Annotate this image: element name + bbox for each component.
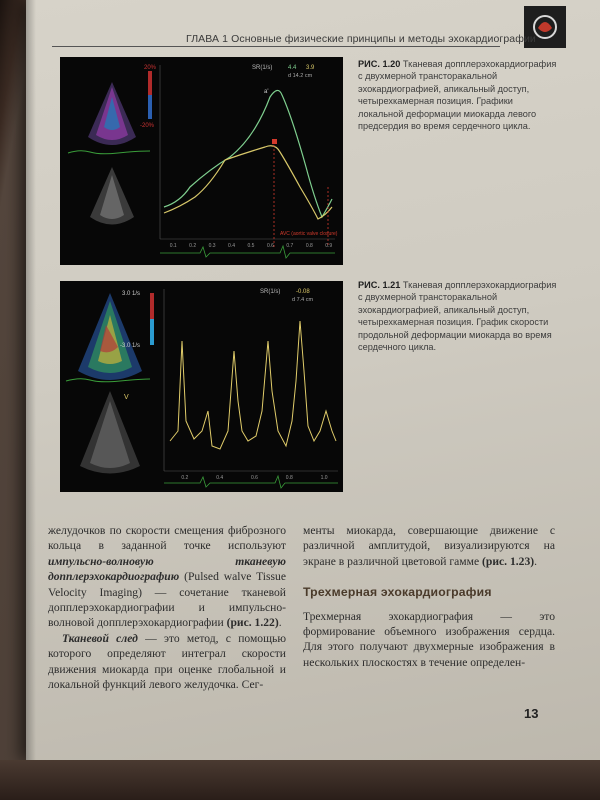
figure-1-21-caption	[358, 279, 558, 353]
text-column-right	[303, 523, 555, 670]
right-p1-text: менты миокарда, совершающие движение с различной амплитудой, визуализируются на экране в различной цветовой гамме	[303, 524, 555, 568]
fig1-val2: 3.9	[306, 65, 315, 71]
tick-label: 0.7	[286, 243, 294, 249]
fig1-val1: 4.4	[288, 65, 297, 71]
left-p1-ref: (рис. 1.22)	[226, 616, 279, 630]
tick-label: 0.2	[189, 243, 197, 249]
fig2-scale-top-label: 3.0 1/s	[122, 291, 141, 297]
section-heading: Трехмерная эхокардиография	[303, 585, 492, 600]
fig1-caption-label: РИС. 1.20	[358, 59, 401, 69]
figure-1-20-caption	[358, 58, 558, 132]
tick-label: 0.6	[266, 243, 274, 249]
desk-edge	[0, 760, 600, 800]
fig2-val1: -0.08	[296, 289, 310, 295]
fig1-tick-labels	[170, 243, 333, 249]
left-paragraph-2	[48, 631, 286, 693]
left-p1-term: импульсно-волновую тканевую допплерэхокардиографию	[48, 554, 286, 584]
fig1-caption-text: Тканевая допплерэхокардиография с двухмерной трансторакальной эхокардиографией, апикальный доступ, четырехкамерная позиция. Графики локальной деформации миокарда левого предсердия во время сердечного цикла.	[358, 59, 557, 132]
tick-label: 0.1	[169, 243, 177, 249]
left-p2-term: Тканевой след	[62, 631, 138, 645]
right-p1-ref: (рис. 1.23)	[482, 554, 535, 568]
fig1-marker: a'	[264, 89, 269, 95]
figure-1-21-image	[60, 281, 343, 492]
tick-label: 0.4	[216, 475, 224, 481]
fig1-scale-top-label: 20%	[144, 65, 157, 71]
left-p1-a: желудочков по скорости смещения фиброзного кольца в заданной точке используют	[48, 524, 286, 553]
fig2-depth: d 7.4 cm	[292, 297, 314, 303]
left-p1-b: (Pulsed walve Tissue Velocity Imaging) — сочетание тканевой допплерэхокардиографии и импульсно-волновой допплерэхокардиографии	[48, 570, 286, 630]
right-paragraph-2: Трехмерная эхокардиография — это формирование объемного изображения сердца. Для этого получают двухмерные изображения в нескольких плоскостях в течение определен-	[303, 609, 555, 669]
gutter-shadow	[26, 0, 36, 760]
fig2-marker: V	[124, 394, 129, 401]
tick-label: 0.6	[251, 475, 258, 481]
fig2-scale-bottom-label: -3.0 1/s	[120, 343, 141, 349]
running-header: ГЛАВА 1 Основные физические принципы и методы эхокардиографии	[186, 33, 536, 45]
fig1-scale-bottom-label: -20%	[140, 123, 155, 129]
tick-label: 0.2	[181, 475, 189, 481]
tick-label: 0.8	[285, 475, 293, 481]
header-rule	[52, 46, 500, 47]
left-p1-end: .	[278, 616, 282, 630]
text-column-left	[48, 523, 286, 692]
fig1-depth: d 14.2 cm	[288, 73, 313, 79]
tick-label: 0.8	[305, 243, 313, 249]
fig2-sr-label: SR(1/s)	[260, 289, 281, 295]
fig2-caption-text: Тканевая допплерэхокардиография с двухмерной трансторакальной эхокардиографией, апикальный доступ, четырехкамерная позиция. График скорости продольной деформации миокарда во время сердечного цикла.	[358, 280, 557, 353]
tick-label: 0.3	[208, 243, 216, 249]
right-p1-end: .	[534, 554, 538, 568]
fig2-caption-label: РИС. 1.21	[358, 280, 401, 290]
left-paragraph-1	[48, 523, 286, 631]
figure-1-20-image	[60, 57, 343, 265]
tick-label: 0.5	[247, 243, 255, 249]
left-p2-text: — это метод, с помощью которого определяют интеграл скорости движения миокарда при оценке глобальной и локальной функций левого желудочка. Сег-	[48, 631, 286, 692]
tick-label: 1.0	[320, 475, 328, 481]
tick-label: 0.9	[325, 243, 333, 249]
page-number: 13	[524, 706, 539, 721]
fig1-sr-label: SR(1/s)	[252, 65, 273, 71]
tick-label: 0.4	[228, 243, 236, 249]
fig1-footer: AVC (aortic valve closure)	[280, 231, 338, 237]
right-paragraph-1	[303, 523, 555, 569]
